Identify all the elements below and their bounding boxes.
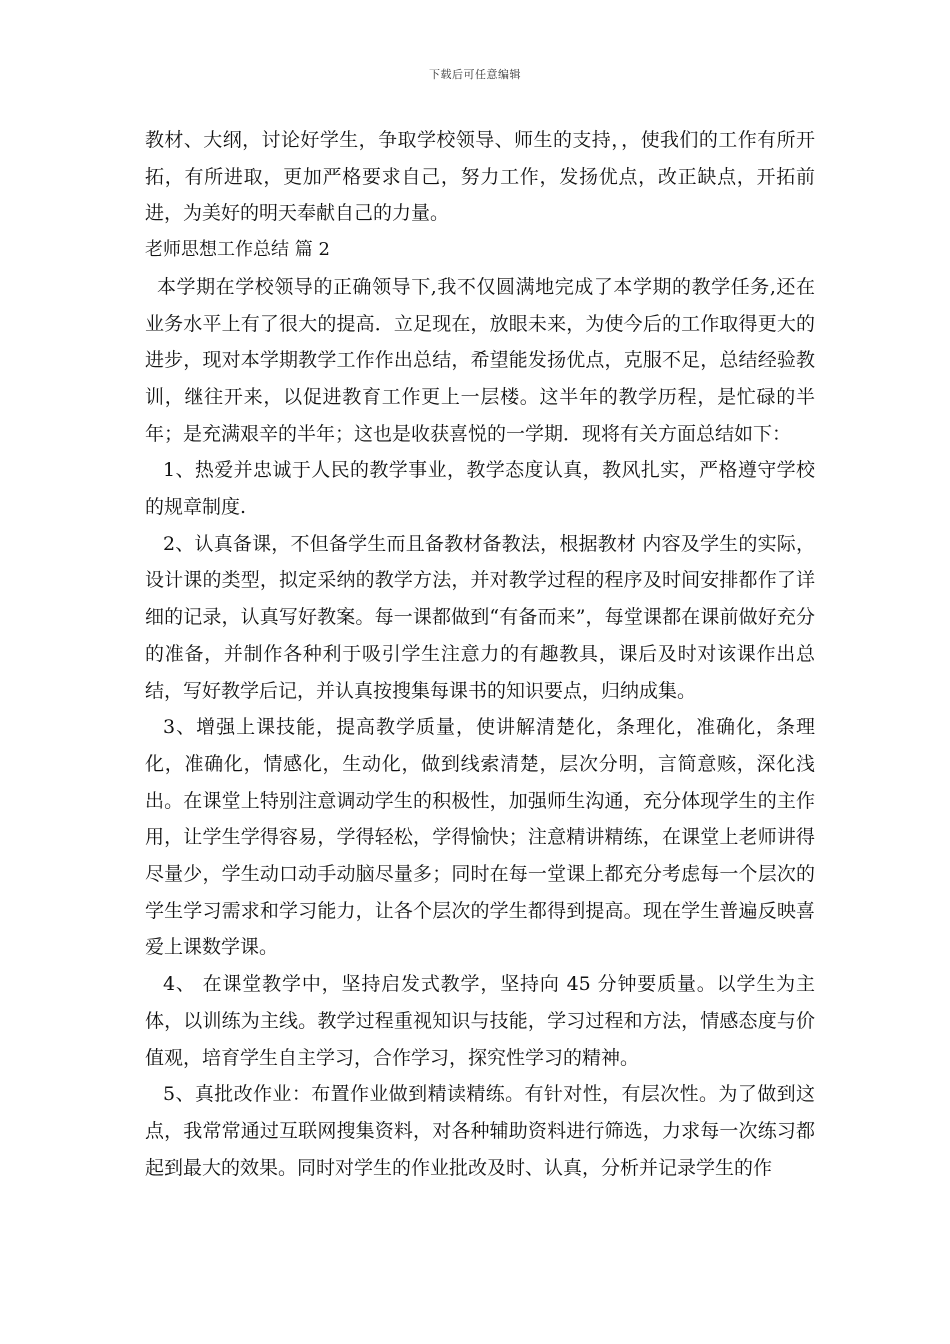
section-title: 老师思想工作总结 篇 2 — [145, 239, 330, 261]
paragraph-item-4: 4、 在课堂教学中，坚持启发式教学，坚持向 45 分钟要质量。以学生为主体，以训练为主线。教学过程重视知识与技能，学习过程和方法，情感态度与价值观，培育学生自主学习，合作学习，探究性学习的精神。 — [145, 973, 815, 1069]
header-note: 下载后可任意编辑 — [429, 68, 521, 81]
paragraph-item-3: 3、增强上课技能，提高教学质量，使讲解清楚化，条理化，准确化，条理化，准确化，情感化，生动化，做到线索清楚，层次分明，言简意赅，深化浅出。在课堂上特别注意调动学生的积极性，加强师生沟通，充分体现学生的主作用，让学生学得容易，学得轻松，学得愉快；注意精讲精练，在课堂上老师讲得尽量少，学生动口动手动脑尽量多；同时在每一堂课上都充分考虑每一个层次的学生学习需求和学习能力，让各个层次的学生都得到提高。现在学生普遍反映喜爱上课数学课。 — [145, 716, 815, 959]
document-body — [145, 122, 815, 1186]
intro-paragraph: 教材、大纲，讨论好学生，争取学校领导、师生的支持，，使我们的工作有所开拓，有所进取，更加严格要求自己，努力工作，发扬优点，改正缺点，开拓前进，为美好的明天奉献自己的力量。 — [145, 129, 815, 225]
paragraph-item-1: 1、热爱并忠诚于人民的教学事业，教学态度认真，教风扎实，严格遵守学校的规章制度. — [145, 459, 815, 519]
paragraph-summary: 本学期在学校领导的正确领导下,我不仅圆满地完成了本学期的教学任务,还在业务水平上有了很大的提高．立足现在，放眼未来，为使今后的工作取得更大的进步，现对本学期教学工作作出总结，希望能发扬优点，克服不足，总结经验教训，继往开来，以促进教育工作更上一层楼。这半年的教学历程，是忙碌的半年；是充满艰辛的半年；这也是收获喜悦的一学期．现将有关方面总结如下： — [145, 275, 815, 445]
paragraph-item-2: 2、认真备课，不但备学生而且备教材备教法，根据教材 内容及学生的实际，设计课的类型，拟定采纳的教学方法，并对教学过程的程序及时间安排都作了详细的记录，认真写好教案。每一课都做到“有备而来”，每堂课都在课前做好充分的准备，并制作各种利于吸引学生注意力的有趣教具，课后及时对该课作出总结，写好教学后记，并认真按搜集每课书的知识要点，归纳成集。 — [145, 532, 815, 702]
paragraph-item-5: 5、真批改作业：布置作业做到精读精练。有针对性，有层次性。为了做到这点，我常常通过互联网搜集资料，对各种辅助资料进行筛选，力求每一次练习都起到最大的效果。同时对学生的作业批改及时、认真，分析并记录学生的作 — [145, 1083, 815, 1179]
